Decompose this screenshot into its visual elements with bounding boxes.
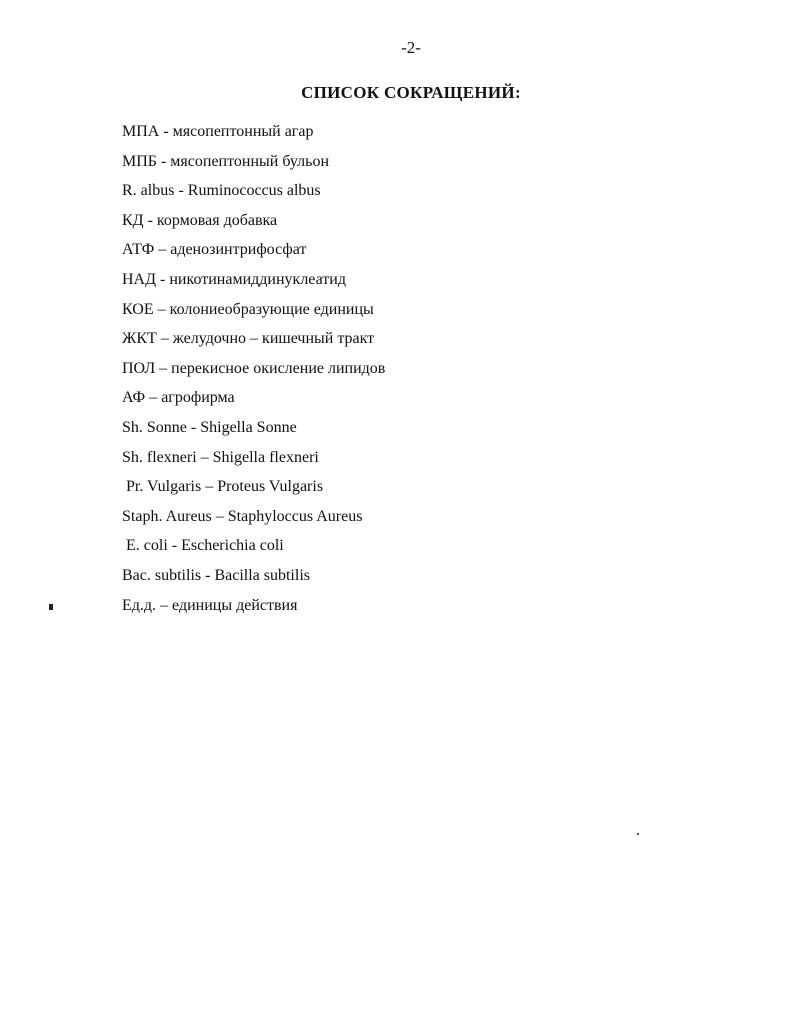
list-item: Ед.д. – единицы действия [122,596,298,614]
list-item: ПОЛ – перекисное окисление липидов [122,359,386,377]
list-item: НАД - никотинамиддинуклеатид [122,270,346,288]
list-item: МПБ - мясопептонный бульон [122,152,329,170]
list-item: Bac. subtilis - Bacilla subtilis [122,566,310,584]
list-item: E. coli - Escherichia coli [126,537,284,555]
abbreviation-list [122,121,385,624]
list-item: МПА - мясопептонный агар [122,123,314,140]
list-item: ЖКТ – желудочно – кишечный тракт [122,330,375,348]
list-item: Sh. flexneri – Shigella flexneri [122,448,319,466]
list-item: Sh. Sonne - Shigella Sonne [122,418,297,436]
list-item: R. albus - Ruminococcus albus [122,182,321,200]
list-item: Pr. Vulgaris – Proteus Vulgaris [126,478,324,496]
scan-mark-right [637,833,639,835]
list-item: АФ – агрофирма [122,389,235,407]
list-item: КД - кормовая добавка [122,211,278,229]
page-title: СПИСОК СОКРАЩЕНИЙ: [301,83,521,102]
page-number: -2- [401,38,421,57]
list-item: АТФ – аденозинтрифосфат [122,241,307,259]
list-item: Staph. Aureus – Staphyloccus Aureus [122,507,363,525]
scan-mark-left [49,604,53,610]
list-item: КОЕ – колониеобразующие единицы [122,300,374,318]
